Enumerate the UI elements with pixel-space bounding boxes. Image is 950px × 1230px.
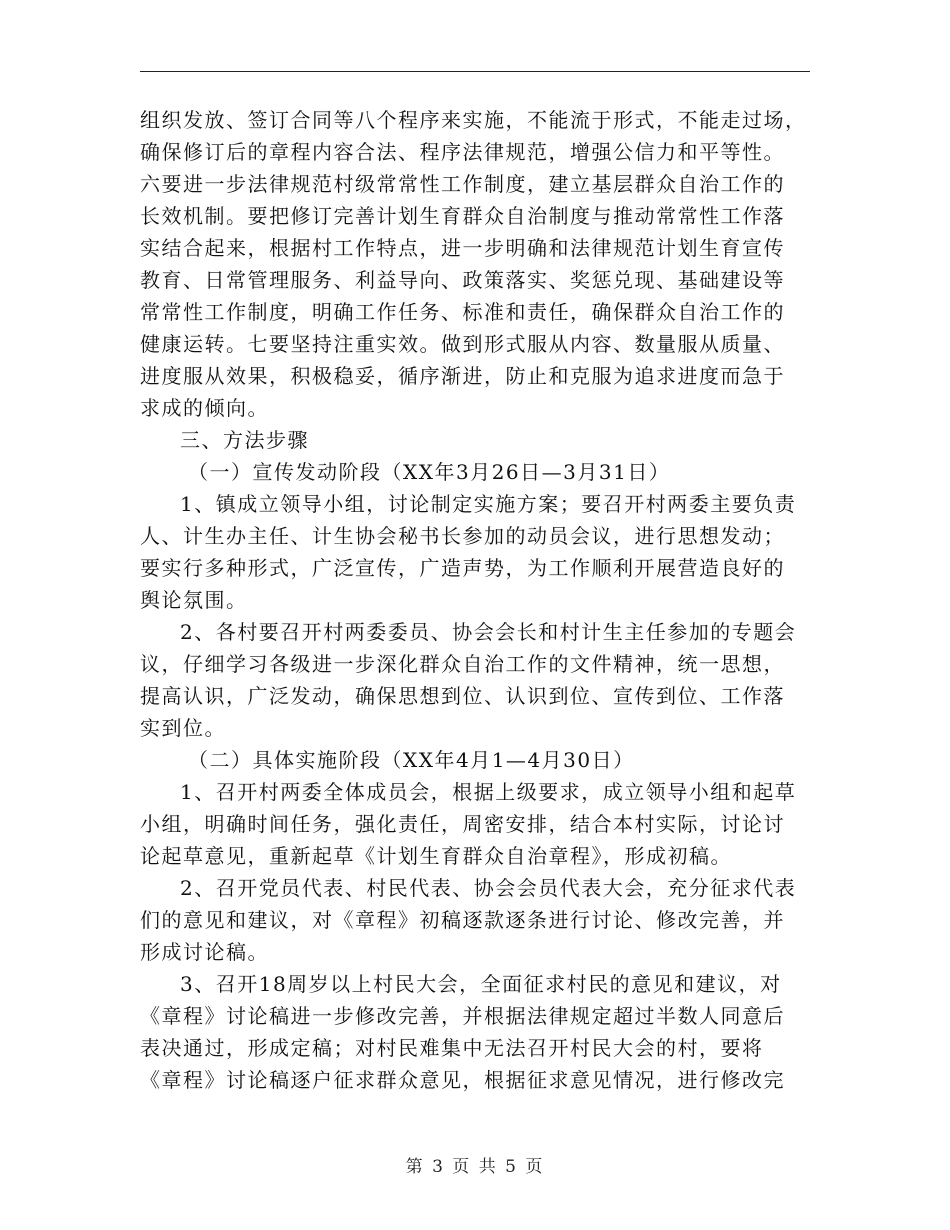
text-line: 形成讨论稿。 [140,940,269,964]
text-line: 教育、日常管理服务、利益导向、政策落实、奖惩兑现、基础建设等 [140,268,785,292]
paragraph-start: 3、召开18周岁以上村民大会，全面征求村民的意见和建议，对 [180,972,782,996]
paragraph-start: 1、召开村两委全体成员会，根据上级要求，成立领导小组和起草 [180,780,797,804]
paragraph-start: 1、镇成立领导小组，讨论制定实施方案；要召开村两委主要负责 [180,492,797,516]
text-line: 常常性工作制度，明确工作任务、标准和责任，确保群众自治工作的 [140,300,785,324]
text-line: 舆论氛围。 [140,588,248,612]
page-number-footer: 第 3 页 共 5 页 [405,1157,545,1177]
text-line: 六要进一步法律规范村级常常性工作制度，建立基层群众自治工作的 [140,172,785,196]
text-line: 求成的倾向。 [140,396,269,420]
text-line: 提高认识，广泛发动，确保思想到位、认识到位、宣传到位、工作落 [140,684,785,708]
paragraph-start: 2、召开党员代表、村民代表、协会会员代表大会，充分征求代表 [180,876,797,900]
text-line: 论起草意见，重新起草《计划生育群众自治章程》，形成初稿。 [140,844,732,868]
text-line: 议，仔细学习各级进一步深化群众自治工作的文件精神，统一思想， [140,652,785,676]
text-line: 小组，明确时间任务，强化责任，周密安排，结合本村实际，讨论讨 [140,812,785,836]
text-line: 组织发放、签订合同等八个程序来实施，不能流于形式，不能走过场， [140,108,807,132]
subsection-heading: （二）具体实施阶段（XX年4月1—4月30日） [188,748,635,772]
text-line: 长效机制。要把修订完善计划生育群众自治制度与推动常常性工作落 [140,204,785,228]
text-line: 健康运转。七要坚持注重实效。做到形式服从内容、数量服从质量、 [140,332,785,356]
header-rule [140,71,810,72]
text-line: 实结合起来，根据村工作特点，进一步明确和法律规范计划生育宣传 [140,236,785,260]
text-line: 人、计生办主任、计生协会秘书长参加的动员会议，进行思想发动； [140,524,785,548]
text-line: 《章程》讨论稿进一步修改完善，并根据法律规定超过半数人同意后 [140,1004,785,1028]
paragraph-start: 2、各村要召开村两委委员、协会会长和村计生主任参加的专题会 [180,620,797,644]
text-line: 表决通过，形成定稿；对村民难集中无法召开村民大会的村，要将 [140,1036,764,1060]
text-line: 《章程》讨论稿逐户征求群众意见，根据征求意见情况，进行修改完 [140,1068,785,1092]
text-line: 实到位。 [140,716,226,740]
text-line: 们的意见和建议，对《章程》初稿逐款逐条进行讨论、修改完善，并 [140,908,785,932]
document-body [140,104,810,1096]
subsection-heading: （一）宣传发动阶段（XX年3月26日—3月31日） [188,460,671,484]
text-line: 进度服从效果，积极稳妥，循序渐进，防止和克服为追求进度而急于 [140,364,785,388]
text-line: 要实行多种形式，广泛宣传，广造声势，为工作顺利开展营造良好的 [140,556,785,580]
section-heading: 三、方法步骤 [180,428,309,452]
text-line: 确保修订后的章程内容合法、程序法律规范，增强公信力和平等性。 [140,140,785,164]
